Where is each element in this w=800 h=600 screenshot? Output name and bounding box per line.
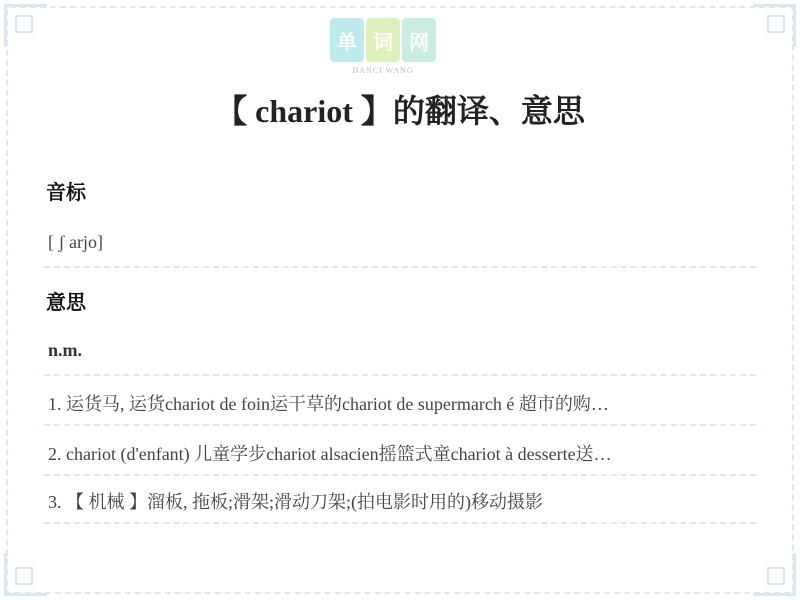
meaning-item: 1. 运货马, 运货chariot de foin运干草的chariot de supermarch é 超市的购… xyxy=(48,394,609,414)
site-logo xyxy=(330,18,436,62)
divider xyxy=(44,522,756,524)
page-title: 【 chariot 】的翻译、意思 xyxy=(215,93,585,129)
corner-ornament-icon xyxy=(753,4,796,47)
phonetic-heading: 音标 xyxy=(46,182,86,204)
meaning-item: 2. chariot (d'enfant) 儿童学步chariot alsacien摇篮式童chariot à desserte送… xyxy=(48,444,612,464)
corner-ornament-icon xyxy=(4,4,47,47)
corner-ornament-icon xyxy=(753,553,796,596)
corner-ornament-icon xyxy=(4,553,47,596)
logo-char: 词 xyxy=(366,18,400,62)
meaning-heading: 意思 xyxy=(46,292,86,314)
logo-char: 单 xyxy=(330,18,364,62)
phonetic-value: [ ʃ arjo] xyxy=(48,232,103,252)
divider xyxy=(44,424,756,426)
divider xyxy=(44,474,756,476)
logo-caption: DANCI WANG xyxy=(352,66,414,75)
part-of-speech: n.m. xyxy=(48,340,83,360)
meaning-item: 3. 【 机械 】溜板, 拖板;滑架;滑动刀架;(拍电影时用的)移动摄影 xyxy=(48,492,543,512)
logo-char: 网 xyxy=(402,18,436,62)
divider xyxy=(44,266,756,268)
divider xyxy=(44,374,756,376)
